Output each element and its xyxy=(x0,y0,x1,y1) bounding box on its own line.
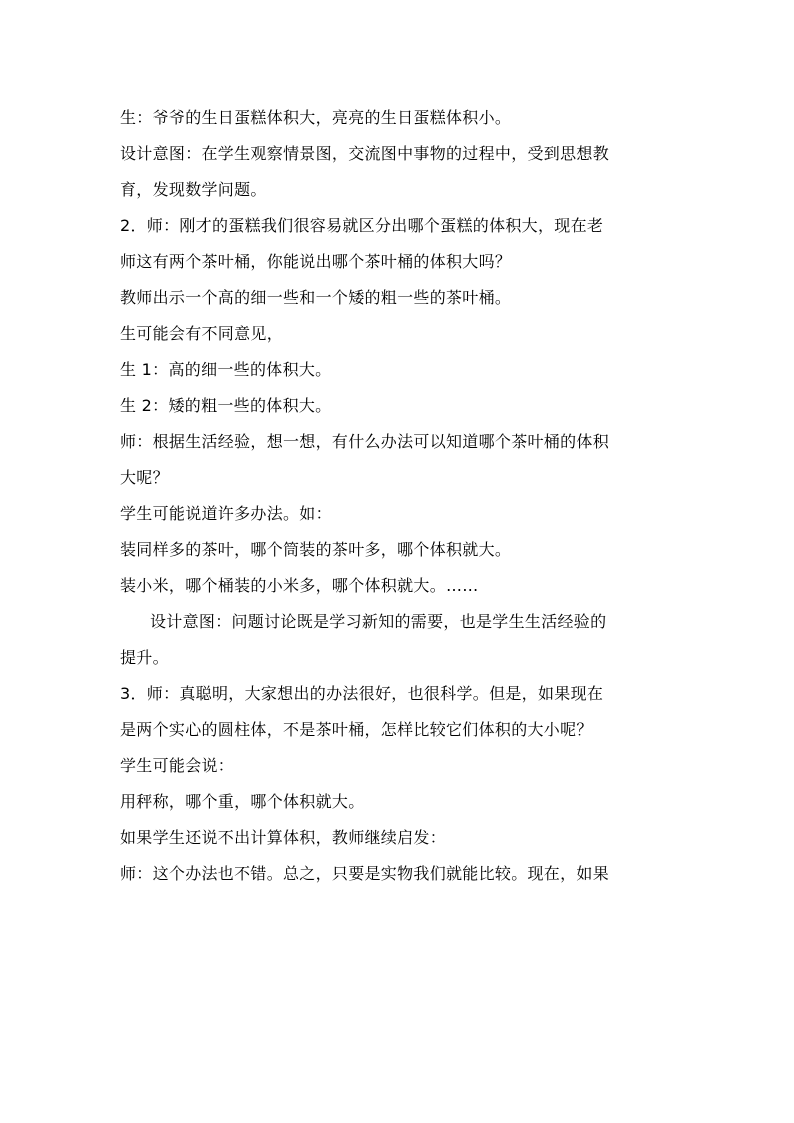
paragraph-line: 生 1：高的细一些的体积大。 xyxy=(120,360,332,379)
paragraph-line: 装同样多的茶叶，哪个筒装的茶叶多，哪个体积就大。 xyxy=(120,540,512,559)
paragraph-line: 3．师：真聪明，大家想出的办法很好，也很科学。但是，如果现在 xyxy=(120,684,604,703)
paragraph-line: 2．师：刚才的蛋糕我们很容易就区分出哪个蛋糕的体积大，现在老 xyxy=(120,216,604,235)
paragraph-line: 装小米，哪个桶装的小米多，哪个体积就大。…… xyxy=(120,576,479,595)
paragraph-line: 生 2：矮的粗一些的体积大。 xyxy=(120,396,332,415)
paragraph-line: 如果学生还说不出计算体积，教师继续启发： xyxy=(120,828,447,847)
paragraph-line: 育，发现数学问题。 xyxy=(120,180,267,199)
paragraph-line: 设计意图：问题讨论既是学习新知的需要，也是学生生活经验的 xyxy=(150,612,607,631)
document-body xyxy=(120,100,680,892)
paragraph-line: 大呢？ xyxy=(120,468,169,487)
paragraph-line: 生：爷爷的生日蛋糕体积大，亮亮的生日蛋糕体积小。 xyxy=(120,108,512,127)
paragraph-line: 师：这个办法也不错。总之，只要是实物我们就能比较。现在，如果 xyxy=(120,864,610,883)
paragraph-line: 学生可能说道许多办法。如： xyxy=(120,504,332,523)
paragraph-line: 教师出示一个高的细一些和一个矮的粗一些的茶叶桶。 xyxy=(120,288,512,307)
paragraph-line: 师这有两个茶叶桶，你能说出哪个茶叶桶的体积大吗？ xyxy=(120,252,512,271)
paragraph-line: 生可能会有不同意见， xyxy=(120,324,284,343)
paragraph-line: 是两个实心的圆柱体，不是茶叶桶，怎样比较它们体积的大小呢？ xyxy=(120,720,593,739)
paragraph-line: 师：根据生活经验，想一想，有什么办法可以知道哪个茶叶桶的体积 xyxy=(120,432,610,451)
paragraph-line: 用秤称，哪个重，哪个体积就大。 xyxy=(120,792,365,811)
paragraph-line: 学生可能会说： xyxy=(120,756,235,775)
paragraph-line: 设计意图：在学生观察情景图，交流图中事物的过程中，受到思想教 xyxy=(120,144,610,163)
paragraph-line: 提升。 xyxy=(120,648,169,667)
